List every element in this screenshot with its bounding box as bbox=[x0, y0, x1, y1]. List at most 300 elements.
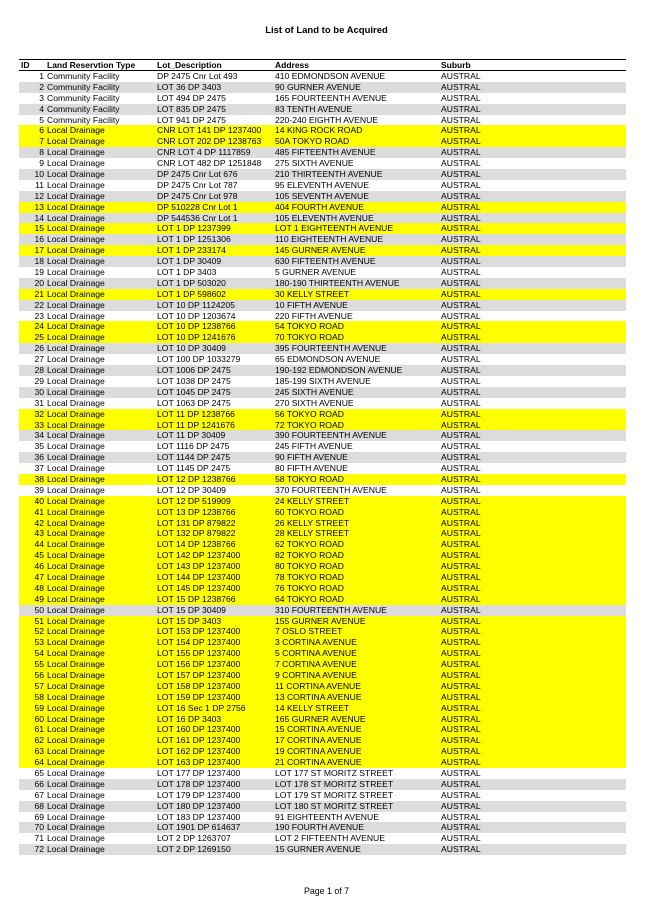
table-row bbox=[19, 528, 626, 539]
cell-suburb: AUSTRAL bbox=[441, 473, 481, 484]
table-row bbox=[19, 158, 626, 169]
cell-lot: LOT 2 DP 1263707 bbox=[157, 833, 231, 844]
cell-lot: LOT 144 DP 1237400 bbox=[157, 571, 241, 582]
cell-lot: LOT 15 DP 30409 bbox=[157, 604, 226, 615]
table-row bbox=[19, 518, 626, 529]
cell-suburb: AUSTRAL bbox=[441, 277, 481, 288]
cell-type: Local Drainage bbox=[47, 365, 105, 376]
cell-suburb: AUSTRAL bbox=[441, 71, 481, 81]
cell-type: Local Drainage bbox=[47, 234, 105, 245]
cell-id: 35 bbox=[34, 441, 44, 452]
header-address: Address bbox=[275, 60, 310, 70]
cell-address: 410 EDMONDSON AVENUE bbox=[275, 71, 386, 81]
cell-suburb: AUSTRAL bbox=[441, 528, 481, 539]
cell-id: 42 bbox=[34, 517, 44, 528]
cell-lot: CNR LOT 482 DP 1251848 bbox=[157, 158, 262, 169]
cell-suburb: AUSTRAL bbox=[441, 452, 481, 463]
table-row bbox=[19, 790, 626, 801]
cell-id: 69 bbox=[34, 811, 44, 822]
cell-lot: LOT 161 DP 1237400 bbox=[157, 735, 241, 746]
table-row bbox=[19, 430, 626, 441]
table-row bbox=[19, 115, 626, 126]
cell-type: Local Drainage bbox=[47, 724, 105, 735]
cell-address: 56 TOKYO ROAD bbox=[275, 408, 344, 419]
cell-id: 29 bbox=[34, 375, 44, 386]
cell-lot: LOT 16 Sec 1 DP 2756 bbox=[157, 702, 246, 713]
cell-id: 45 bbox=[34, 550, 44, 561]
table-row bbox=[19, 311, 626, 322]
cell-lot: DP 510228 Cnr Lot 1 bbox=[157, 201, 238, 212]
cell-type: Community Facility bbox=[47, 81, 120, 92]
cell-id: 7 bbox=[39, 136, 44, 147]
cell-type: Local Drainage bbox=[47, 746, 105, 757]
table-row bbox=[19, 387, 626, 398]
cell-suburb: AUSTRAL bbox=[441, 201, 481, 212]
cell-lot: LOT 12 DP 519909 bbox=[157, 495, 231, 506]
cell-address: 65 EDMONDSON AVENUE bbox=[275, 354, 381, 365]
header-land-reservation-type: Land Reservtion Type bbox=[47, 60, 136, 70]
table-row bbox=[19, 343, 626, 354]
table-row bbox=[19, 278, 626, 289]
cell-id: 40 bbox=[34, 495, 44, 506]
cell-lot: LOT 1144 DP 2475 bbox=[157, 452, 231, 463]
cell-suburb: AUSTRAL bbox=[441, 419, 481, 430]
cell-lot: LOT 2 DP 1269150 bbox=[157, 844, 231, 855]
cell-address: LOT 177 ST MORITZ STREET bbox=[275, 768, 394, 778]
cell-address: LOT 2 FIFTEENTH AVENUE bbox=[275, 833, 385, 844]
cell-id: 64 bbox=[34, 757, 44, 768]
cell-address: 5 CORTINA AVENUE bbox=[275, 648, 357, 659]
cell-lot: DP 2475 Cnr Lot 676 bbox=[157, 169, 238, 180]
cell-lot: LOT 12 DP 30409 bbox=[157, 484, 226, 495]
table-row bbox=[19, 703, 626, 714]
table-row bbox=[19, 136, 626, 147]
cell-id: 72 bbox=[34, 844, 44, 855]
cell-address: 90 GURNER AVENUE bbox=[275, 81, 361, 92]
cell-suburb: AUSTRAL bbox=[441, 267, 481, 278]
table-row bbox=[19, 659, 626, 670]
cell-address: 11 CORTINA AVENUE bbox=[275, 680, 361, 691]
cell-address: 220-240 EIGHTH AVENUE bbox=[275, 114, 379, 125]
cell-lot: LOT 10 DP 1238766 bbox=[157, 321, 236, 332]
cell-address: 245 SIXTH AVENUE bbox=[275, 386, 354, 397]
cell-type: Local Drainage bbox=[47, 789, 105, 800]
cell-lot: DP 2475 Cnr Lot 978 bbox=[157, 190, 238, 201]
cell-lot: LOT 14 DP 1238766 bbox=[157, 539, 236, 550]
cell-type: Local Drainage bbox=[47, 169, 105, 180]
cell-address: 62 TOKYO ROAD bbox=[275, 539, 344, 550]
cell-address: 14 KELLY STREET bbox=[275, 702, 350, 713]
cell-suburb: AUSTRAL bbox=[441, 310, 481, 321]
table-row bbox=[19, 234, 626, 245]
cell-suburb: AUSTRAL bbox=[441, 256, 481, 267]
cell-id: 9 bbox=[39, 158, 44, 169]
cell-id: 68 bbox=[34, 800, 44, 811]
cell-id: 41 bbox=[34, 506, 44, 517]
cell-suburb: AUSTRAL bbox=[441, 114, 481, 125]
cell-suburb: AUSTRAL bbox=[441, 517, 481, 528]
table-row bbox=[19, 550, 626, 561]
cell-address: 80 FIFTH AVENUE bbox=[275, 463, 348, 474]
table-row bbox=[19, 561, 626, 572]
cell-lot: LOT 131 DP 879822 bbox=[157, 517, 236, 528]
cell-address: 7 OSLO STREET bbox=[275, 626, 343, 637]
cell-id: 25 bbox=[34, 332, 44, 343]
cell-type: Local Drainage bbox=[47, 778, 105, 789]
cell-type: Local Drainage bbox=[47, 539, 105, 550]
cell-lot: LOT 145 DP 1237400 bbox=[157, 582, 241, 593]
cell-lot: LOT 162 DP 1237400 bbox=[157, 746, 241, 757]
cell-id: 53 bbox=[34, 637, 44, 648]
cell-address: 395 FOURTEENTH AVENUE bbox=[275, 343, 387, 354]
cell-type: Local Drainage bbox=[47, 735, 105, 746]
cell-suburb: AUSTRAL bbox=[441, 343, 481, 354]
cell-type: Local Drainage bbox=[47, 332, 105, 343]
page-title: List of Land to be Acquired bbox=[265, 25, 388, 36]
cell-lot: LOT 15 DP 3403 bbox=[157, 615, 222, 626]
table-row bbox=[19, 125, 626, 136]
cell-lot: LOT 1116 DP 2475 bbox=[157, 441, 230, 452]
cell-lot: LOT 494 DP 2475 bbox=[157, 92, 226, 103]
cell-id: 62 bbox=[34, 735, 44, 746]
cell-address: 10 FIFTH AVENUE bbox=[275, 299, 348, 310]
cell-address: 190-192 EDMONDSON AVENUE bbox=[275, 365, 403, 376]
cell-suburb: AUSTRAL bbox=[441, 778, 481, 789]
cell-lot: LOT 100 DP 1033279 bbox=[157, 354, 241, 365]
cell-type: Local Drainage bbox=[47, 593, 105, 604]
table-row bbox=[19, 746, 626, 757]
table-row bbox=[19, 71, 626, 82]
cell-suburb: AUSTRAL bbox=[441, 800, 481, 811]
cell-type: Local Drainage bbox=[47, 669, 105, 680]
cell-address: LOT 178 ST MORITZ STREET bbox=[275, 778, 394, 789]
cell-type: Local Drainage bbox=[47, 267, 105, 278]
cell-lot: LOT 142 DP 1237400 bbox=[157, 550, 241, 561]
header-suburb: Suburb bbox=[441, 60, 471, 70]
cell-address: 50A TOKYO ROAD bbox=[275, 136, 350, 147]
cell-id: 19 bbox=[34, 267, 44, 278]
cell-type: Local Drainage bbox=[47, 310, 105, 321]
cell-address: 165 FOURTEENTH AVENUE bbox=[275, 92, 387, 103]
header-lot-description: Lot_Description bbox=[157, 60, 222, 70]
table-row bbox=[19, 452, 626, 463]
cell-id: 16 bbox=[34, 234, 44, 245]
cell-address: 210 THIRTEENTH AVENUE bbox=[275, 169, 383, 180]
cell-type: Local Drainage bbox=[47, 190, 105, 201]
cell-address: 13 CORTINA AVENUE bbox=[275, 691, 362, 702]
cell-id: 37 bbox=[34, 463, 44, 474]
table-row bbox=[19, 398, 626, 409]
cell-id: 55 bbox=[34, 659, 44, 670]
cell-address: 24 KELLY STREET bbox=[275, 495, 350, 506]
cell-suburb: AUSTRAL bbox=[441, 81, 481, 92]
cell-suburb: AUSTRAL bbox=[441, 408, 481, 419]
cell-type: Local Drainage bbox=[47, 136, 105, 147]
cell-suburb: AUSTRAL bbox=[441, 811, 481, 822]
cell-lot: DP 2475 Cnr Lot 787 bbox=[157, 179, 238, 190]
cell-lot: LOT 177 DP 1237400 bbox=[157, 768, 241, 778]
cell-lot: LOT 180 DP 1237400 bbox=[157, 800, 241, 811]
cell-type: Community Facility bbox=[47, 92, 120, 103]
cell-id: 52 bbox=[34, 626, 44, 637]
table-row bbox=[19, 801, 626, 812]
cell-address: 5 GURNER AVENUE bbox=[275, 267, 357, 278]
cell-lot: LOT 158 DP 1237400 bbox=[157, 680, 241, 691]
cell-type: Local Drainage bbox=[47, 517, 105, 528]
table-row bbox=[19, 626, 626, 637]
cell-type: Local Drainage bbox=[47, 158, 105, 169]
cell-address: 76 TOKYO ROAD bbox=[275, 582, 344, 593]
cell-type: Local Drainage bbox=[47, 506, 105, 517]
cell-suburb: AUSTRAL bbox=[441, 626, 481, 637]
cell-type: Community Facility bbox=[47, 71, 120, 81]
cell-suburb: AUSTRAL bbox=[441, 637, 481, 648]
table-row bbox=[19, 474, 626, 485]
cell-type: Local Drainage bbox=[47, 288, 105, 299]
cell-type: Local Drainage bbox=[47, 223, 105, 234]
cell-suburb: AUSTRAL bbox=[441, 571, 481, 582]
table-row bbox=[19, 180, 626, 191]
cell-type: Local Drainage bbox=[47, 691, 105, 702]
table-row bbox=[19, 539, 626, 550]
cell-address: 72 TOKYO ROAD bbox=[275, 419, 344, 430]
cell-lot: LOT 11 DP 1241676 bbox=[157, 419, 235, 430]
cell-suburb: AUSTRAL bbox=[441, 539, 481, 550]
cell-address: 3 CORTINA AVENUE bbox=[275, 637, 357, 648]
cell-lot: LOT 1901 DP 614637 bbox=[157, 822, 241, 833]
cell-type: Local Drainage bbox=[47, 833, 105, 844]
cell-suburb: AUSTRAL bbox=[441, 713, 481, 724]
cell-address: LOT 179 ST MORITZ STREET bbox=[275, 789, 394, 800]
cell-lot: LOT 1 DP 3403 bbox=[157, 267, 217, 278]
table-row bbox=[19, 724, 626, 735]
cell-suburb: AUSTRAL bbox=[441, 375, 481, 386]
cell-lot: LOT 160 DP 1237400 bbox=[157, 724, 241, 735]
cell-id: 49 bbox=[34, 593, 44, 604]
cell-lot: LOT 143 DP 1237400 bbox=[157, 561, 241, 572]
cell-type: Local Drainage bbox=[47, 125, 105, 136]
cell-type: Local Drainage bbox=[47, 441, 105, 452]
cell-suburb: AUSTRAL bbox=[441, 463, 481, 474]
table-row bbox=[19, 169, 626, 180]
cell-id: 46 bbox=[34, 561, 44, 572]
cell-address: 105 ELEVENTH AVENUE bbox=[275, 212, 374, 223]
cell-suburb: AUSTRAL bbox=[441, 321, 481, 332]
cell-address: 80 TOKYO ROAD bbox=[275, 561, 344, 572]
cell-type: Local Drainage bbox=[47, 713, 105, 724]
cell-lot: LOT 153 DP 1237400 bbox=[157, 626, 241, 637]
cell-suburb: AUSTRAL bbox=[441, 648, 481, 659]
table-row bbox=[19, 714, 626, 725]
cell-suburb: AUSTRAL bbox=[441, 190, 481, 201]
land-table bbox=[19, 59, 626, 855]
cell-type: Local Drainage bbox=[47, 212, 105, 223]
cell-id: 31 bbox=[34, 397, 44, 408]
table-row bbox=[19, 256, 626, 267]
cell-id: 67 bbox=[34, 789, 44, 800]
cell-id: 65 bbox=[34, 768, 44, 778]
cell-address: 190 FOURTH AVENUE bbox=[275, 822, 364, 833]
cell-lot: LOT 132 DP 879822 bbox=[157, 528, 236, 539]
table-row bbox=[19, 637, 626, 648]
cell-id: 13 bbox=[34, 201, 44, 212]
cell-type: Local Drainage bbox=[47, 277, 105, 288]
cell-suburb: AUSTRAL bbox=[441, 234, 481, 245]
cell-type: Local Drainage bbox=[47, 256, 105, 267]
cell-suburb: AUSTRAL bbox=[441, 735, 481, 746]
cell-address: 64 TOKYO ROAD bbox=[275, 593, 344, 604]
cell-id: 44 bbox=[34, 539, 44, 550]
table-row bbox=[19, 147, 626, 158]
cell-type: Local Drainage bbox=[47, 463, 105, 474]
cell-address: 21 CORTINA AVENUE bbox=[275, 757, 362, 768]
cell-type: Local Drainage bbox=[47, 528, 105, 539]
cell-id: 47 bbox=[34, 571, 44, 582]
cell-id: 51 bbox=[34, 615, 44, 626]
cell-id: 24 bbox=[34, 321, 44, 332]
cell-lot: LOT 155 DP 1237400 bbox=[157, 648, 241, 659]
cell-type: Local Drainage bbox=[47, 822, 105, 833]
cell-suburb: AUSTRAL bbox=[441, 844, 481, 855]
cell-lot: LOT 163 DP 1237400 bbox=[157, 757, 241, 768]
cell-type: Local Drainage bbox=[47, 397, 105, 408]
cell-address: 145 GURNER AVENUE bbox=[275, 245, 366, 256]
table-row bbox=[19, 844, 626, 855]
table-row bbox=[19, 507, 626, 518]
cell-suburb: AUSTRAL bbox=[441, 659, 481, 670]
cell-id: 23 bbox=[34, 310, 44, 321]
cell-address: 17 CORTINA AVENUE bbox=[275, 735, 362, 746]
cell-type: Local Drainage bbox=[47, 299, 105, 310]
cell-lot: LOT 10 DP 1203674 bbox=[157, 310, 236, 321]
cell-type: Local Drainage bbox=[47, 473, 105, 484]
cell-id: 63 bbox=[34, 746, 44, 757]
cell-suburb: AUSTRAL bbox=[441, 299, 481, 310]
cell-lot: LOT 1 DP 233174 bbox=[157, 245, 226, 256]
cell-suburb: AUSTRAL bbox=[441, 604, 481, 615]
cell-address: 245 FIFTH AVENUE bbox=[275, 441, 353, 452]
cell-id: 48 bbox=[34, 582, 44, 593]
cell-address: LOT 1 EIGHTEENTH AVENUE bbox=[275, 223, 394, 234]
cell-lot: LOT 941 DP 2475 bbox=[157, 114, 226, 125]
cell-id: 28 bbox=[34, 365, 44, 376]
cell-lot: LOT 183 DP 1237400 bbox=[157, 811, 241, 822]
cell-id: 22 bbox=[34, 299, 44, 310]
table-header bbox=[19, 59, 626, 71]
cell-type: Local Drainage bbox=[47, 484, 105, 495]
cell-id: 4 bbox=[39, 103, 44, 114]
cell-type: Local Drainage bbox=[47, 561, 105, 572]
cell-lot: LOT 11 DP 30409 bbox=[157, 430, 226, 441]
cell-lot: LOT 1063 DP 2475 bbox=[157, 397, 231, 408]
cell-id: 66 bbox=[34, 778, 44, 789]
cell-address: 30 KELLY STREET bbox=[275, 288, 350, 299]
cell-suburb: AUSTRAL bbox=[441, 506, 481, 517]
cell-address: 95 ELEVENTH AVENUE bbox=[275, 179, 369, 190]
cell-address: 91 EIGHTEENTH AVENUE bbox=[275, 811, 379, 822]
cell-id: 58 bbox=[34, 691, 44, 702]
table-row bbox=[19, 191, 626, 202]
cell-suburb: AUSTRAL bbox=[441, 484, 481, 495]
cell-type: Local Drainage bbox=[47, 615, 105, 626]
cell-lot: LOT 1045 DP 2475 bbox=[157, 386, 231, 397]
cell-address: 9 CORTINA AVENUE bbox=[275, 669, 357, 680]
cell-id: 59 bbox=[34, 702, 44, 713]
cell-id: 26 bbox=[34, 343, 44, 354]
cell-type: Local Drainage bbox=[47, 550, 105, 561]
cell-address: 82 TOKYO ROAD bbox=[275, 550, 344, 561]
cell-type: Community Facility bbox=[47, 114, 120, 125]
cell-lot: CNR LOT 141 DP 1237400 bbox=[157, 125, 262, 136]
cell-id: 3 bbox=[39, 92, 44, 103]
cell-address: 14 KING ROCK ROAD bbox=[275, 125, 363, 136]
cell-lot: LOT 159 DP 1237400 bbox=[157, 691, 241, 702]
cell-id: 61 bbox=[34, 724, 44, 735]
cell-id: 18 bbox=[34, 256, 44, 267]
cell-lot: LOT 1 DP 598602 bbox=[157, 288, 226, 299]
cell-address: 19 CORTINA AVENUE bbox=[275, 746, 362, 757]
cell-address: 78 TOKYO ROAD bbox=[275, 571, 344, 582]
table-row bbox=[19, 321, 626, 332]
table-row bbox=[19, 572, 626, 583]
cell-address: 15 GURNER AVENUE bbox=[275, 844, 361, 855]
cell-type: Local Drainage bbox=[47, 386, 105, 397]
cell-id: 30 bbox=[34, 386, 44, 397]
cell-type: Local Drainage bbox=[47, 757, 105, 768]
cell-suburb: AUSTRAL bbox=[441, 680, 481, 691]
cell-suburb: AUSTRAL bbox=[441, 147, 481, 158]
cell-address: 310 FOURTEENTH AVENUE bbox=[275, 604, 387, 615]
cell-type: Community Facility bbox=[47, 103, 120, 114]
cell-id: 34 bbox=[34, 430, 44, 441]
table-row bbox=[19, 833, 626, 844]
cell-id: 14 bbox=[34, 212, 44, 223]
table-row bbox=[19, 245, 626, 256]
cell-lot: LOT 1 DP 503020 bbox=[157, 277, 226, 288]
cell-suburb: AUSTRAL bbox=[441, 757, 481, 768]
cell-id: 70 bbox=[34, 822, 44, 833]
cell-address: 185-199 SIXTH AVENUE bbox=[275, 375, 371, 386]
table-row bbox=[19, 409, 626, 420]
cell-id: 71 bbox=[34, 833, 44, 844]
table-row bbox=[19, 289, 626, 300]
cell-type: Local Drainage bbox=[47, 637, 105, 648]
table-row bbox=[19, 735, 626, 746]
table-row bbox=[19, 757, 626, 768]
cell-address: 404 FOURTH AVENUE bbox=[275, 201, 364, 212]
cell-id: 8 bbox=[39, 147, 44, 158]
cell-suburb: AUSTRAL bbox=[441, 768, 481, 778]
table-body bbox=[19, 71, 626, 855]
table-row bbox=[19, 354, 626, 365]
table-row bbox=[19, 605, 626, 616]
table-row bbox=[19, 441, 626, 452]
cell-lot: LOT 10 DP 1124205 bbox=[157, 299, 235, 310]
cell-id: 38 bbox=[34, 473, 44, 484]
cell-address: 275 SIXTH AVENUE bbox=[275, 158, 354, 169]
cell-type: Local Drainage bbox=[47, 495, 105, 506]
cell-address: 270 SIXTH AVENUE bbox=[275, 397, 354, 408]
cell-lot: LOT 15 DP 1238766 bbox=[157, 593, 236, 604]
cell-address: 90 FIFTH AVENUE bbox=[275, 452, 348, 463]
cell-suburb: AUSTRAL bbox=[441, 746, 481, 757]
cell-id: 21 bbox=[34, 288, 44, 299]
cell-type: Local Drainage bbox=[47, 800, 105, 811]
cell-lot: LOT 12 DP 1238766 bbox=[157, 473, 236, 484]
cell-suburb: AUSTRAL bbox=[441, 833, 481, 844]
cell-type: Local Drainage bbox=[47, 648, 105, 659]
cell-id: 32 bbox=[34, 408, 44, 419]
